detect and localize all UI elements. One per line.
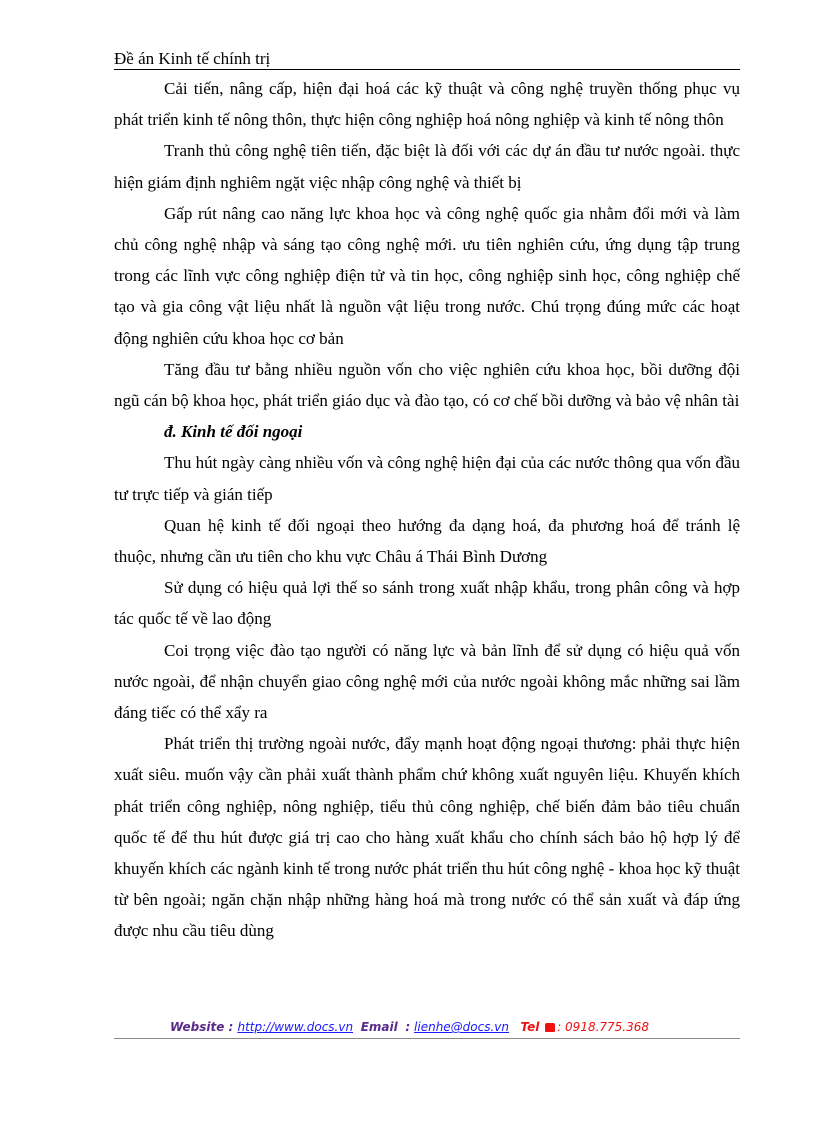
paragraph: Gấp rút nâng cao năng lực khoa học và công nghệ quốc gia nhằm đổi mới và làm chủ công nghệ nhập và sáng tạo công nghệ mới. ưu tiên nghiên cứu, ứng dụng tập trung trong các lĩnh vực công nghiệp điện tử và tin học, công nghiệp sinh học, công nghiệp chế tạo và gia công vật liệu nhất là nguồn vật liệu trong nước. Chú trọng đúng mức các hoạt động nghiên cứu khoa học cơ bản: [114, 203, 740, 348]
paragraph: Coi trọng việc đào tạo người có năng lực và bản lĩnh để sử dụng có hiệu quả vốn nước ngoài, để nhận chuyển giao công nghệ mới của nước ngoài không mắc những sai lầm đáng tiếc có thể xẩy ra: [114, 640, 740, 723]
paragraph: Thu hút ngày càng nhiều vốn và công nghệ hiện đại của các nước thông qua vốn đầu tư trực tiếp và gián tiếp: [114, 453, 740, 504]
email-link[interactable]: lienhe@docs.vn: [414, 1020, 510, 1034]
tel-label: Tel: [520, 1020, 540, 1034]
header-divider: [114, 69, 740, 70]
website-label: Website: [170, 1020, 225, 1034]
phone-number: 0918.775.368: [565, 1020, 650, 1034]
page-footer: Website : http://www.docs.vn Email : lienhe@docs.vn Tel : 0918.775.368: [170, 1020, 650, 1034]
phone-icon: [545, 1023, 555, 1032]
paragraph: Tăng đầu tư bằng nhiều nguồn vốn cho việc nghiên cứu khoa học, bồi dưỡng đội ngũ cán bộ khoa học, phát triển giáo dục và đào tạo, có cơ chế bồi dưỡng và bảo vệ nhân tài: [114, 359, 740, 411]
footer-divider: [114, 1038, 740, 1039]
paragraph: Tranh thủ công nghệ tiên tiến, đặc biệt là đối với các dự án đầu tư nước ngoài. thực hiện giám định nghiêm ngặt việc nhập công nghệ và thiết bị: [114, 141, 740, 192]
paragraph: Cải tiến, nâng cấp, hiện đại hoá các kỹ thuật và công nghệ truyền thống phục vụ phát triển kinh tế nông thôn, thực hiện công nghiệp hoá nông nghiệp và kinh tế nông thôn: [114, 79, 740, 130]
document-body: [114, 73, 740, 947]
email-label: Email: [360, 1020, 398, 1034]
paragraph: Quan hệ kinh tế đối ngoại theo hướng đa dạng hoá, đa phương hoá để tránh lệ thuộc, nhưng cần ưu tiên cho khu vực Châu á Thái Bình Dương: [114, 515, 740, 567]
website-link[interactable]: http://www.docs.vn: [237, 1020, 354, 1034]
section-heading: đ. Kinh tế đối ngoại: [164, 422, 303, 442]
page-header: Đề án Kinh tế chính trị: [114, 49, 271, 68]
paragraph: Sử dụng có hiệu quả lợi thế so sánh trong xuất nhập khẩu, trong phân công và hợp tác quốc tế về lao động: [114, 578, 740, 629]
paragraph: Phát triển thị trường ngoài nước, đẩy mạnh hoạt động ngoại thương: phải thực hiện xuất siêu. muốn vậy cần phải xuất thành phẩm chứ không xuất nguyên liệu. Khuyến khích phát triển công nghiệp, nông nghiệp, tiểu thủ công nghiệp, chế biến đảm bảo tiêu chuẩn quốc tế để thu hút được giá trị cao cho hàng xuất khẩu cho chính sách bảo hộ hợp lý để khuyến khích các ngành kinh tế trong nước phát triển thu hút công nghệ - khoa học kỹ thuật từ bên ngoài; ngăn chặn nhập những hàng hoá mà trong nước có thể sản xuất và đáp ứng được nhu cầu tiêu dùng: [114, 734, 740, 941]
